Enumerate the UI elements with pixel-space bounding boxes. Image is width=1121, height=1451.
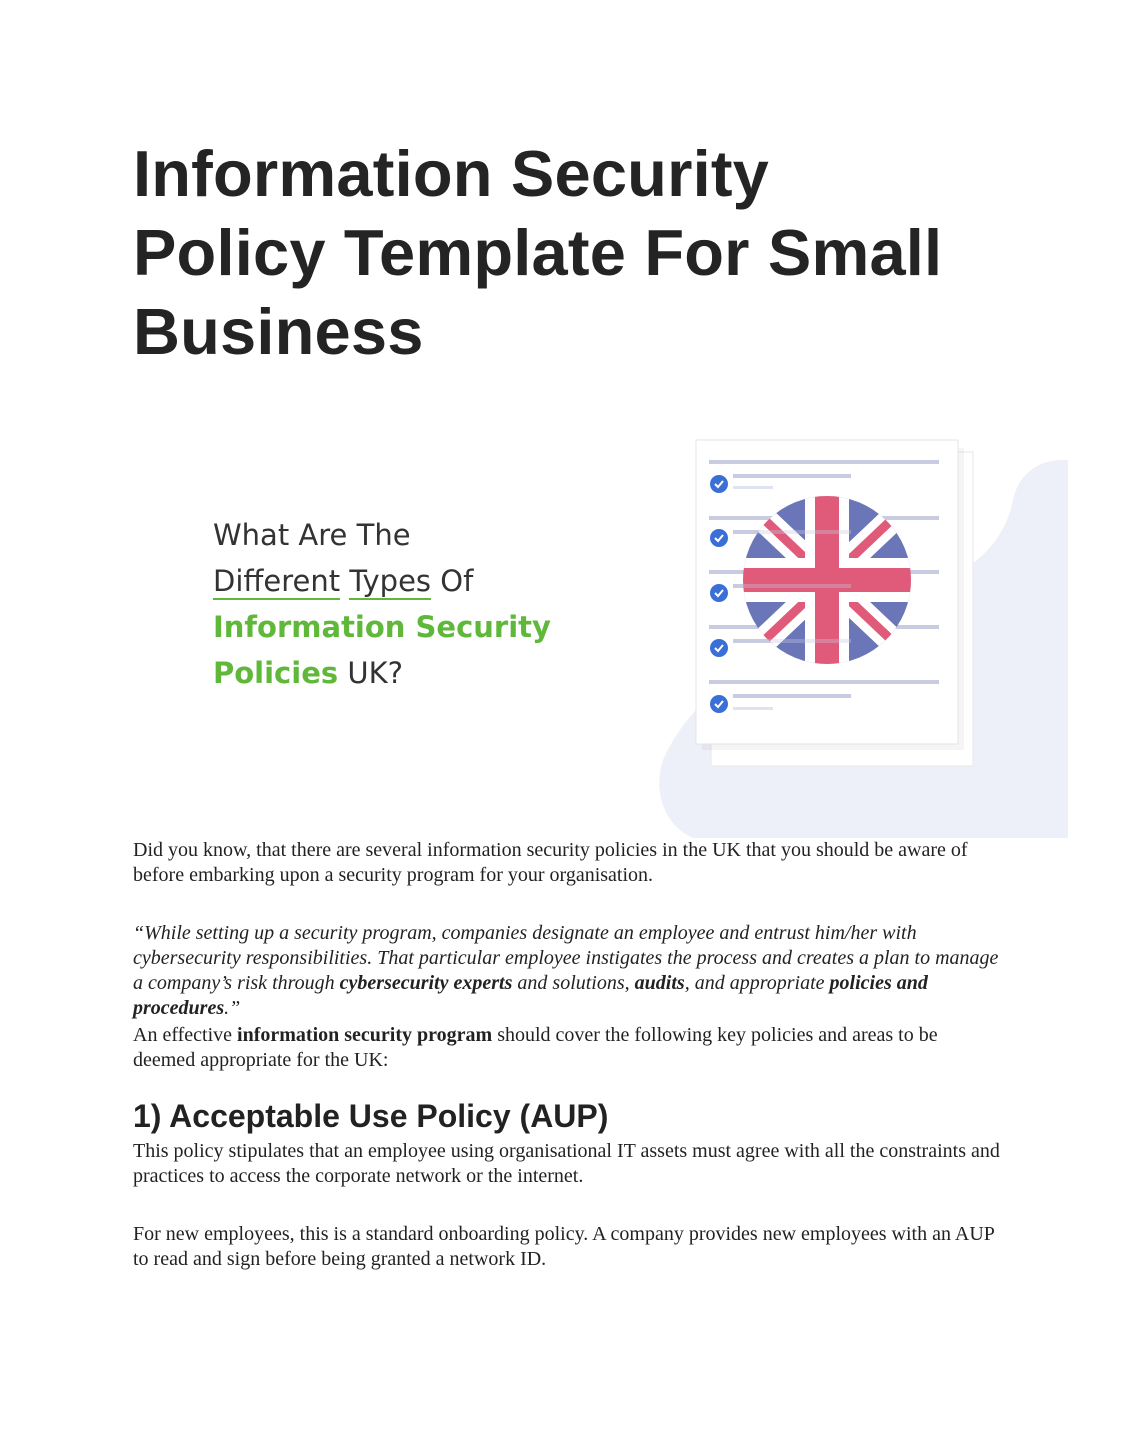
link-audits[interactable]: audits <box>634 972 685 994</box>
page-title <box>133 134 1013 371</box>
banner-heading-text: UK? <box>338 656 403 690</box>
quote-text: “While setting up a security program, companies designate an employee and entrust him/her with cybersecurity responsibilities. That particular employee instigates the process and creates a plan to manage a company’s risk through <box>133 922 999 994</box>
aup-paragraph-2: For new employees, this is a standard onboarding policy. A company provides new employees with an AUP to read and sign before being granted a network ID. <box>133 1223 995 1270</box>
banner-heading-highlight: Policies <box>213 656 339 690</box>
aup-paragraph-1: This policy stipulates that an employee using organisational IT assets must agree with all the constraints and practices to access the corporate network or the internet. <box>133 1140 1000 1187</box>
banner-heading-highlight: Information Security <box>213 610 551 644</box>
banner-heading-line <box>213 558 551 604</box>
banner-heading-text: Of <box>431 564 474 598</box>
page-title-line: Information Security <box>133 137 770 210</box>
quote-text: .” <box>224 997 241 1019</box>
program-text: should cover the following key policies and areas to be deemed appropriate for the UK: <box>133 1024 938 1071</box>
link-policies-and-procedures[interactable]: policies and procedures <box>133 972 928 1019</box>
program-paragraph <box>133 1023 1003 1073</box>
quote-text: , and appropriate <box>684 972 830 994</box>
check-icon <box>710 639 728 657</box>
check-icon <box>710 584 728 602</box>
quote-paragraph <box>133 921 1003 1021</box>
banner-heading <box>213 512 551 696</box>
program-text: An effective <box>133 1024 238 1046</box>
banner-heading-underlined-word: Different <box>213 558 340 604</box>
banner-heading-line: What Are The <box>213 518 411 552</box>
check-icon <box>710 529 728 547</box>
page-title-line: Policy Template For Small <box>133 216 943 289</box>
intro-paragraph: Did you know, that there are several information security policies in the UK that you should be aware of before embarking upon a security program for your organisation. <box>133 839 968 886</box>
link-information-security-program[interactable]: information security program <box>237 1024 493 1046</box>
banner-heading-space <box>340 564 349 598</box>
banner-heading-underlined-word: Types <box>349 558 431 604</box>
banner-heading-line <box>213 650 551 696</box>
quote-text: and solutions, <box>512 972 635 994</box>
check-icon <box>710 695 728 713</box>
link-cybersecurity-experts[interactable]: cybersecurity experts <box>339 972 513 994</box>
page-title-line: Business <box>133 295 424 368</box>
article-banner-image <box>133 430 1068 838</box>
section-heading-aup: 1) Acceptable Use Policy (AUP) <box>133 1098 609 1134</box>
check-icon <box>710 475 728 493</box>
